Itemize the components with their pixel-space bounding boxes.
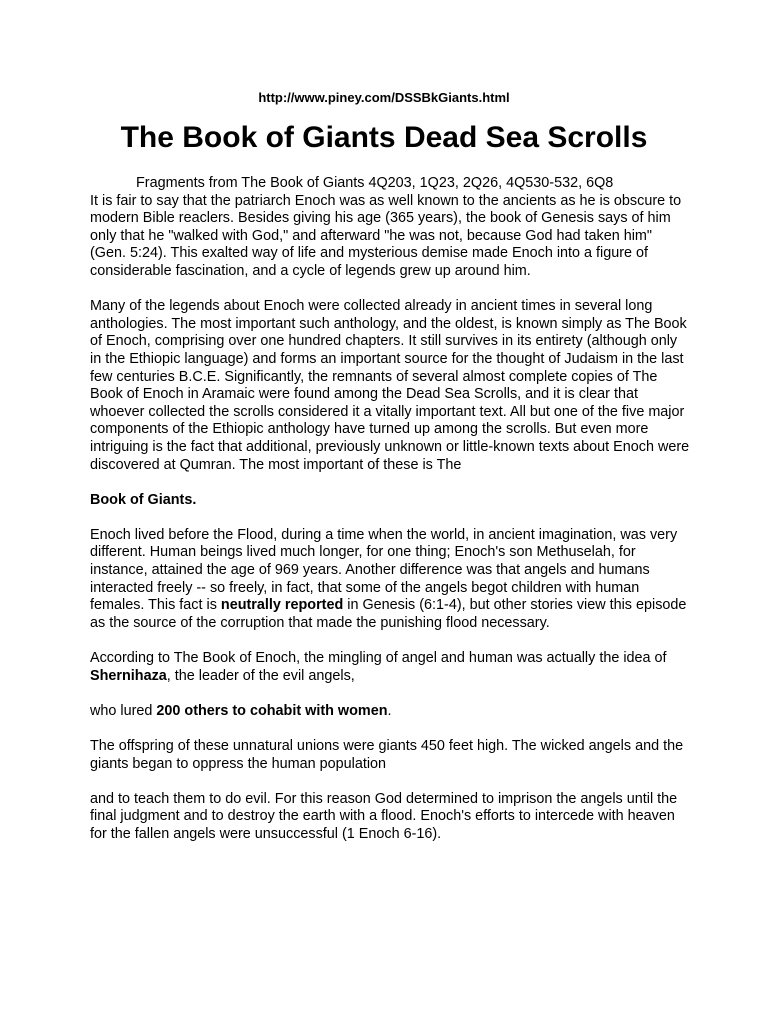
neutrally-reported-bold: neutrally reported	[220, 597, 344, 614]
cohabit-bold: 200 others to cohabit with women	[156, 702, 388, 719]
paragraph-flood	[90, 527, 690, 633]
paragraph-shernihaza	[90, 650, 690, 685]
intro-text: It is fair to say that the patriarch Enoch was as well known to the ancients as he is obscure to modern Bible reaclers. Besides giving his age (365 years), the book of Genesis says of him only that he "walked with God," and afterward "he was not, because God had taken him" (Gen. 5:24). This exalted way of life and mysterious demise made Enoch into a figure of considerable fascination, and a cycle of legends grew up around him.	[90, 192, 682, 279]
page-title: The Book of Giants Dead Sea Scrolls	[120, 121, 648, 154]
paragraph-lured	[90, 703, 690, 721]
article-body	[90, 175, 690, 861]
section-heading	[90, 492, 690, 510]
paragraph-anthologies: Many of the legends about Enoch were collected already in ancient times in several long anthologies. The most important such anthology, and the oldest, is known simply as The Book of Enoch, comprising over one hundred chapters. It still survives in its entirety (although only in the Ethiopic language) and forms an important source for the thought of Judaism in the last few centuries B.C.E. Significantly, the remnants of several almost complete copies of The Book of Enoch in Aramaic were found among the Dead Sea Scrolls, and it is clear that whoever collected the scrolls considered it a vitally important text. All but one of the five major components of the Ethiopic anthology have turned up among the scrolls. But even more intriguing is the fact that additional, previously unknown or little-known texts about Enoch were discovered at Qumran. The most important of these is The	[90, 298, 690, 473]
shernihaza-text-start: According to The Book of Enoch, the mingling of angel and human was actually the idea of	[90, 650, 667, 667]
paragraph-offspring: The offspring of these unnatural unions were giants 450 feet high. The wicked angels and the giants began to oppress the human population	[90, 738, 684, 772]
source-url[interactable]: http://www.piney.com/DSSBkGiants.html	[258, 90, 510, 105]
shernihaza-text-end: , the leader of the evil angels,	[166, 667, 355, 684]
flood-text-start: Enoch lived before the Flood, during a time when the world, in ancient imagination, was very different. Human beings lived much longer, for one thing; Enoch's son Methuselah, for instance, attained the age of 969 years. Another difference was that angels and humans interacted freely -- so freely, in fact, that some of the angels begot children with human females. This fact is	[90, 526, 678, 614]
lured-text-start: who lured	[90, 702, 157, 719]
book-of-giants-heading: Book of Giants.	[90, 491, 197, 508]
lured-text-end: .	[387, 702, 392, 719]
paragraph-intro	[90, 175, 690, 281]
shernihaza-bold: Shernihaza	[90, 667, 167, 684]
paragraph-judgment: and to teach them to do evil. For this reason God determined to imprison the angels until the final judgment and to destroy the earth with a flood. Enoch's efforts to intercede with heaven for the fallen angels were unsuccessful (1 Enoch 6-16).	[90, 790, 678, 842]
flood-text-end: in Genesis (6:1-4), but other stories view this episode as the source of the corruption that made the punishing flood necessary.	[90, 597, 687, 631]
fragments-line: Fragments from The Book of Giants 4Q203, 1Q23, 2Q26, 4Q530-532, 6Q8	[136, 175, 614, 191]
